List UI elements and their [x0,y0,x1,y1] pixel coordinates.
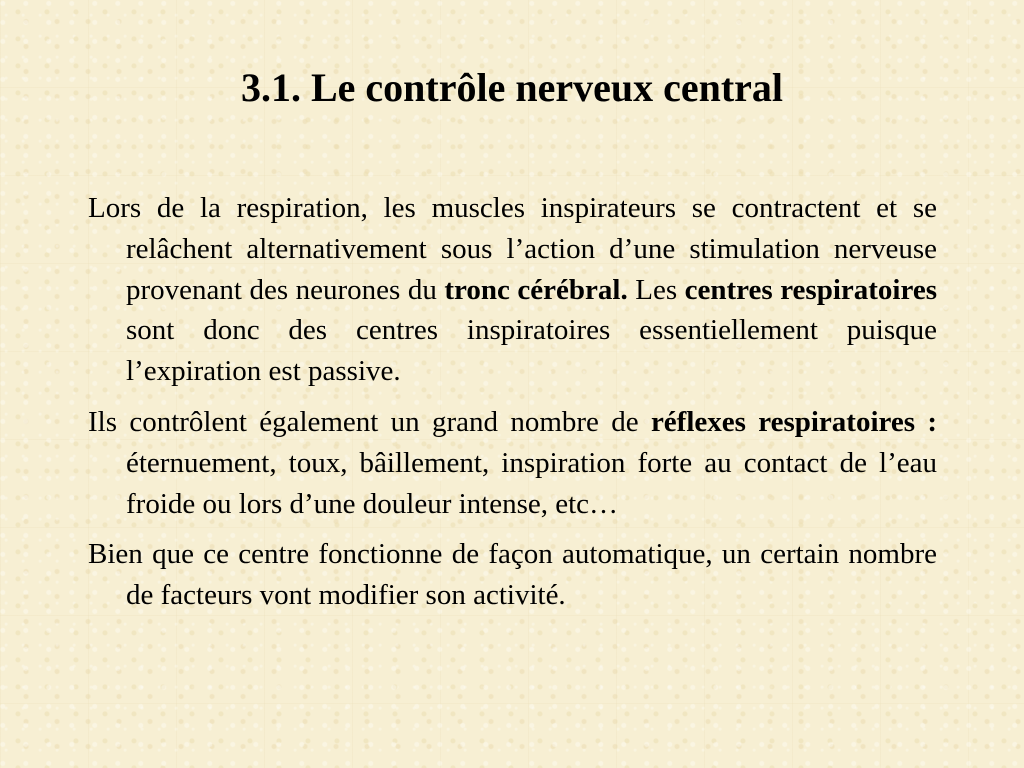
paragraph-3-text-1: Bien que ce centre fonctionne de façon automatique, un certain nombre de facteurs vont modifier son activité. [88,538,937,612]
paragraph-1-text-2: Les [627,273,685,306]
paragraph-2-text-2: éternuement, toux, bâillement, inspiration forte au contact de l’eau froide ou lors d’une douleur intense, etc… [126,446,937,520]
paragraph-1-text-1: Lors de la respiration, les muscles inspirateurs se contractent et se relâchent alternativement sous l’action d’une stimulation nerveuse provenant des neurones du [88,192,937,306]
term-reflexes-respiratoires: réflexes respiratoires : [650,405,937,438]
paragraph-automatique [88,534,937,616]
term-tronc-cerebral: tronc cérébral. [444,273,628,306]
paragraph-2-text-1: Ils contrôlent également un grand nombre de [88,405,651,438]
term-centres-respiratoires: centres respiratoires [684,273,937,306]
paragraph-respiration [88,188,937,392]
slide-body [88,188,937,616]
paragraph-reflexes [88,402,937,524]
paragraph-1-text-3: sont donc des centres inspiratoires essentiellement puisque l’expiration est passive. [126,314,937,388]
slide-title: 3.1. Le contrôle nerveux central [240,65,784,110]
